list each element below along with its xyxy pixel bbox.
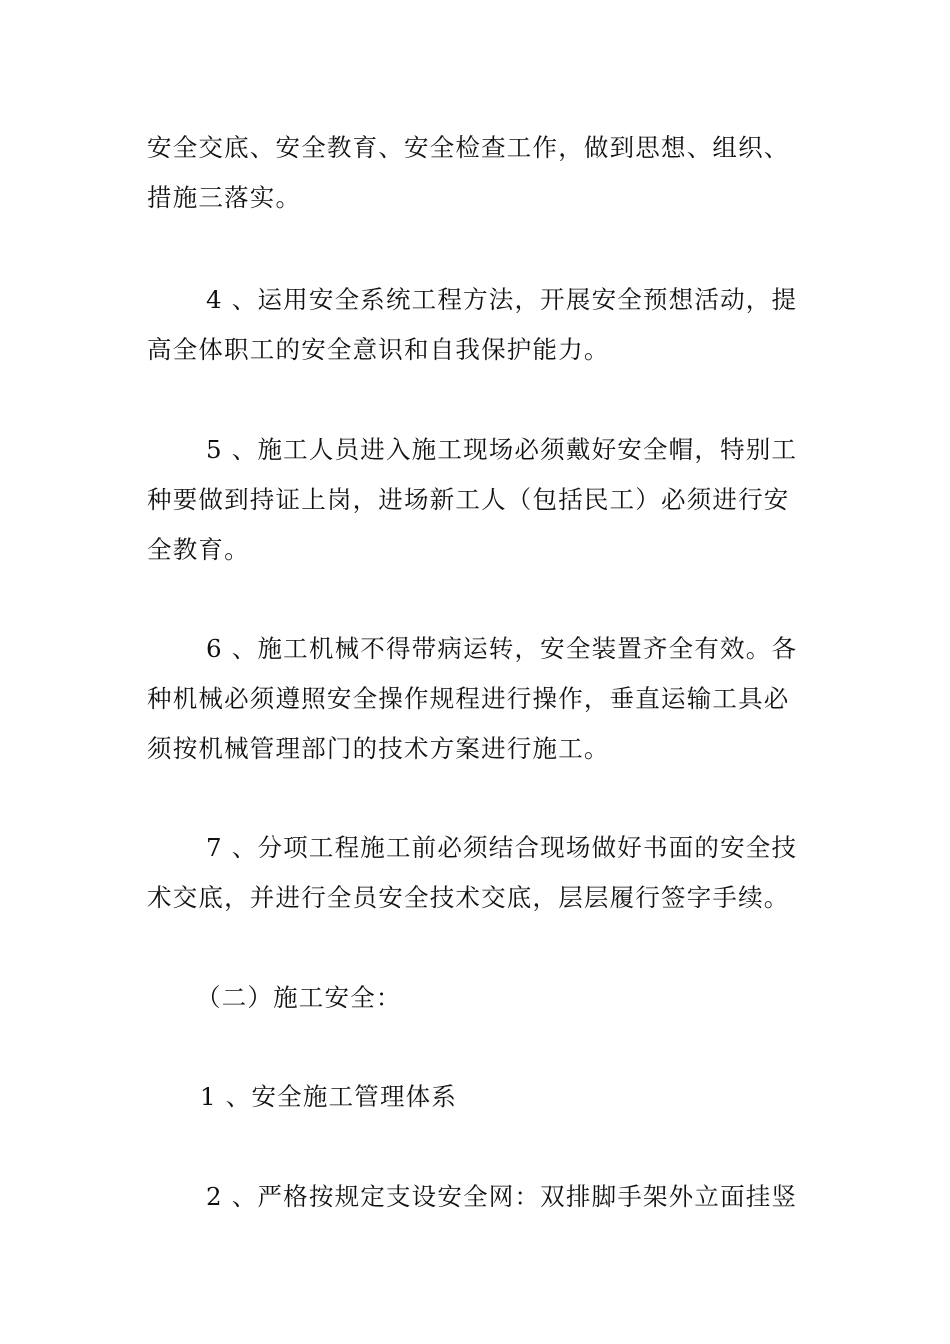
paragraph-line: 7 、分项工程施工前必须结合现场做好书面的安全技	[206, 833, 798, 862]
paragraph-line: 4 、运用安全系统工程方法，开展安全预想活动，提	[206, 285, 798, 314]
paragraph-line: 术交底，并进行全员安全技术交底，层层履行签字手续。	[147, 883, 790, 912]
paragraph-line: 安全交底、安全教育、安全检查工作，做到思想、组织、	[147, 133, 790, 162]
section-heading: （二）施工安全：	[196, 983, 402, 1012]
paragraph-line: 6 、施工机械不得带病运转，安全装置齐全有效。各	[206, 634, 798, 663]
paragraph-line: 高全体职工的安全意识和自我保护能力。	[147, 335, 610, 364]
paragraph-line: 措施三落实。	[147, 183, 302, 212]
paragraph-line: 须按机械管理部门的技术方案进行施工。	[147, 734, 610, 763]
paragraph-line: 种机械必须遵照安全操作规程进行操作，垂直运输工具必	[147, 684, 790, 713]
paragraph-line: 种要做到持证上岗，进场新工人（包括民工）必须进行安	[147, 485, 790, 514]
paragraph-line: 2 、严格按规定支设安全网：双排脚手架外立面挂竖	[206, 1182, 798, 1211]
paragraph-line: 5 、施工人员进入施工现场必须戴好安全帽，特别工	[206, 435, 798, 464]
paragraph-line: 全教育。	[147, 535, 250, 564]
paragraph-line: 1 、安全施工管理体系	[200, 1082, 458, 1111]
